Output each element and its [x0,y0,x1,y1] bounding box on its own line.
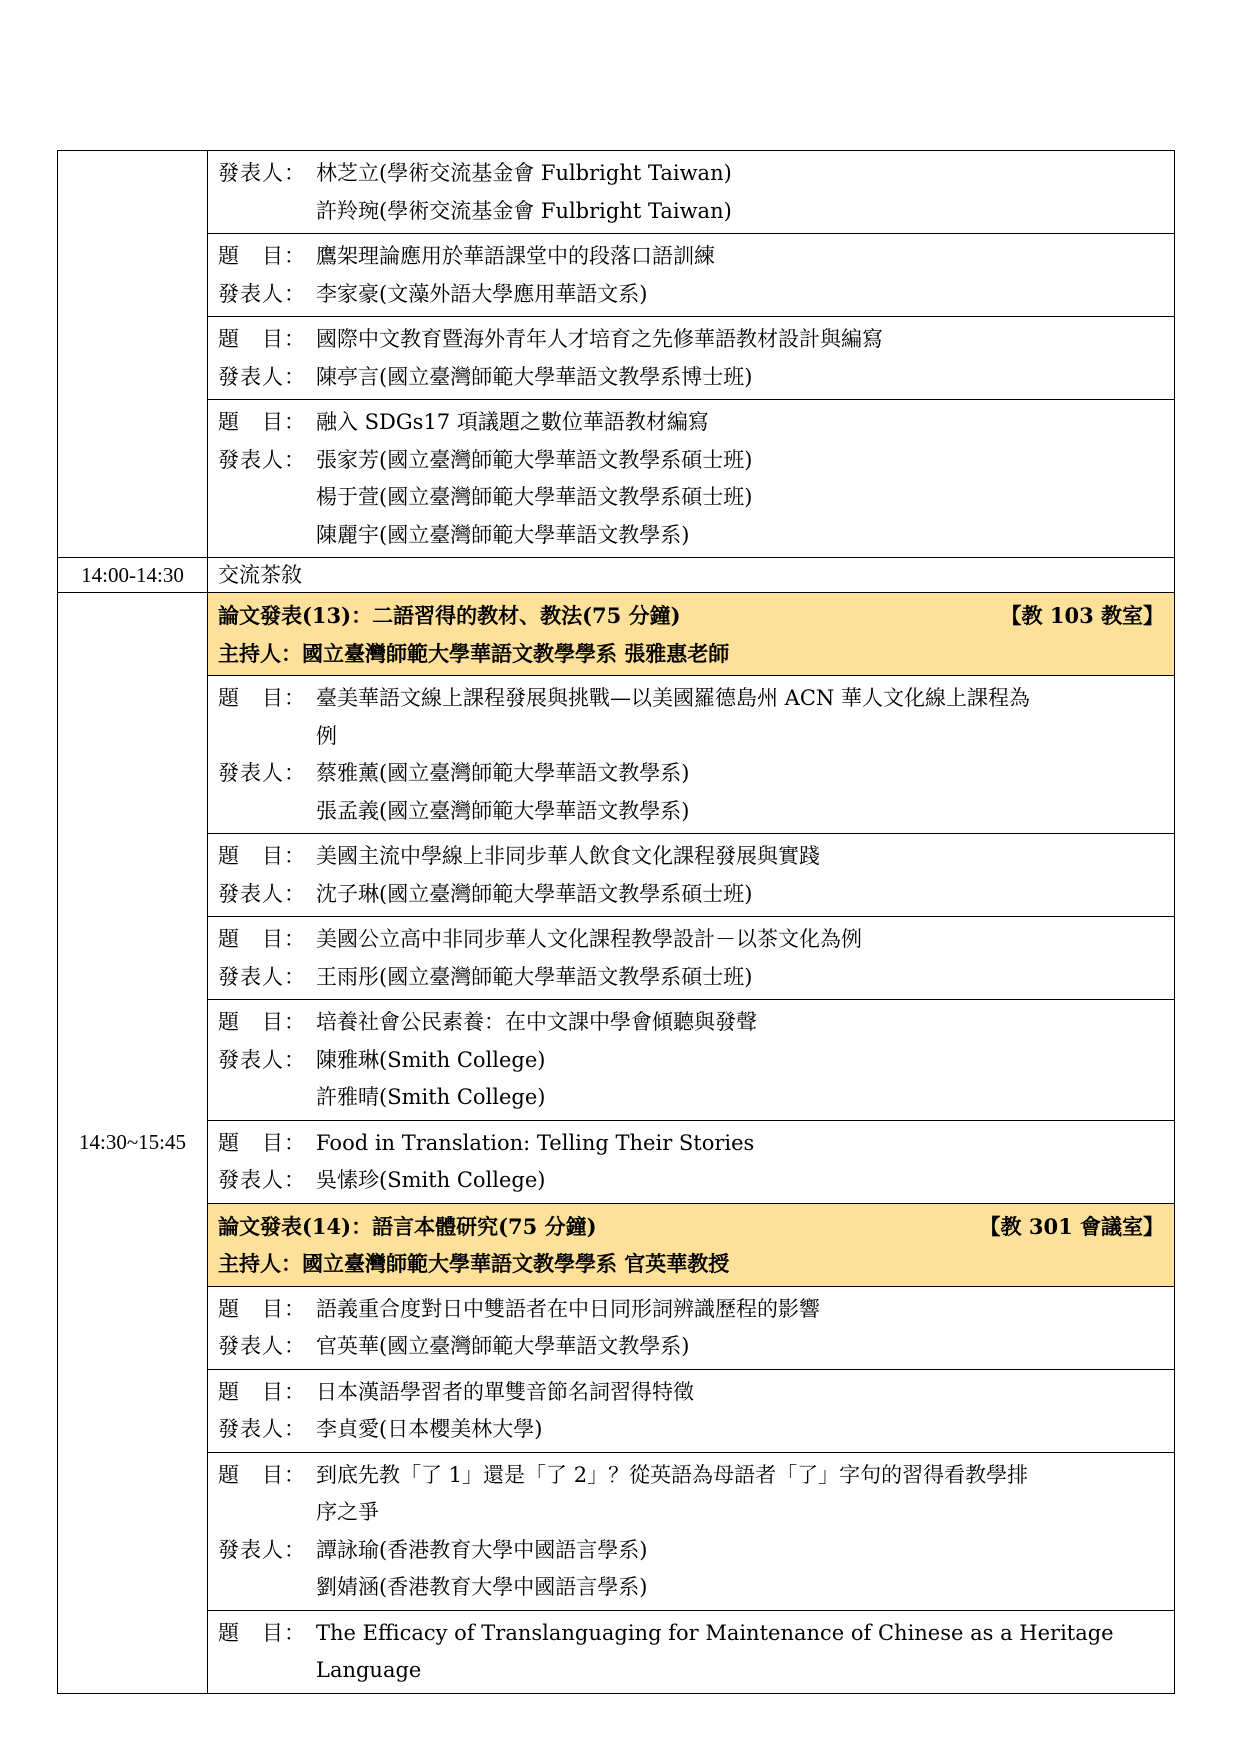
title-label: 題 目： [218,686,306,710]
session-room: 【教 103 教室】 [1000,603,1164,628]
presenter: 許羚琬(學術交流基金會 Fulbright Taiwan) [316,198,732,223]
session-header [208,1203,1175,1286]
presenter: 李貞愛(日本櫻美林大學) [316,1417,543,1441]
paper-title: Food in Translation: Telling Their Stories [316,1130,755,1155]
paper-block [208,676,1175,834]
presenter-label: 發表人： [218,964,306,989]
presenter: 王雨彤(國立臺灣師範大學華語文教學系碩士班) [316,964,753,989]
presenter-label: 發表人： [218,1168,306,1192]
paper-block [208,917,1175,1000]
paper-block [208,1369,1175,1452]
session-host: 主持人：國立臺灣師範大學華語文教學學系 張雅惠老師 [218,640,730,666]
paper-title: 融入 SDGs17 項議題之數位華語教材編寫 [316,410,709,434]
presenter: 林芝立(學術交流基金會 Fulbright Taiwan) [316,161,732,185]
paper-block [208,1000,1175,1121]
title-label: 題 目： [218,1462,306,1487]
session-room: 【教 301 會議室】 [979,1213,1164,1239]
break-time: 14:00-14:30 [58,558,208,593]
paper-title-cont: 例 [316,723,337,748]
paper-title: 國際中文教育暨海外青年人才培育之先修華語教材設計與編寫 [316,327,883,351]
paper-title: 臺美華語文線上課程發展與挑戰—以美國羅德島州 ACN 華人文化線上課程為 [316,686,1030,710]
paper-block [208,234,1175,317]
presenter-label: 發表人： [218,364,306,389]
presenter: 沈子琳(國立臺灣師範大學華語文教學系碩士班) [316,881,753,906]
session-header [208,593,1175,676]
paper-title: 日本漢語學習者的單雙音節名詞習得特徵 [316,1379,694,1404]
paper-block [208,317,1175,400]
presenter-label: 發表人： [218,1047,306,1072]
presenter: 許雅晴(Smith College) [316,1085,546,1109]
session-host: 主持人：國立臺灣師範大學華語文教學學系 官英華教授 [218,1251,730,1276]
paper-block [208,1286,1175,1369]
title-label: 題 目： [218,1130,306,1155]
presenter-label: 發表人： [218,1537,306,1562]
break-label: 交流茶敘 [218,563,302,587]
title-label: 題 目： [218,1620,306,1645]
presenter: 官英華(國立臺灣師範大學華語文教學系) [316,1334,690,1358]
paper-title: 培養社會公民素養：在中文課中學會傾聽與發聲 [316,1010,757,1034]
presenter: 吳愫珍(Smith College) [316,1168,546,1192]
paper-title: 美國公立高中非同步華人文化課程教學設計－以茶文化為例 [316,927,862,951]
presenter-label: 發表人： [218,761,306,785]
paper-title-cont: 序之爭 [316,1500,379,1524]
paper-title: The Efficacy of Translanguaging for Maintenance of Chinese as a Heritage [316,1620,1114,1645]
title-label: 題 目： [218,244,306,268]
title-label: 題 目： [218,410,306,434]
paper-block [208,834,1175,917]
title-label: 題 目： [218,327,306,351]
session-title: 論文發表(14)：語言本體研究(75 分鐘) [218,1213,597,1239]
title-label: 題 目： [218,844,306,868]
paper-block [208,151,1175,234]
presenter-label: 發表人： [218,881,306,906]
session-time: 14:30~15:45 [58,593,208,1694]
title-label: 題 目： [218,1296,306,1321]
presenter: 譚詠瑜(香港教育大學中國語言學系) [316,1537,648,1562]
presenter: 張家芳(國立臺灣師範大學華語文教學系碩士班) [316,447,753,472]
paper-title: 鷹架理論應用於華語課堂中的段落口語訓練 [316,244,715,268]
paper-block [208,1120,1175,1203]
presenter: 陳麗宇(國立臺灣師範大學華語文教學系) [316,522,690,547]
presenter-label: 發表人： [218,1417,306,1441]
presenter-label: 發表人： [218,1334,306,1358]
paper-block [208,1452,1175,1610]
paper-title-cont: Language [316,1658,422,1682]
break-cell [208,558,1175,593]
presenter: 楊于萱(國立臺灣師範大學華語文教學系碩士班) [316,485,753,509]
title-label: 題 目： [218,927,306,951]
presenter: 李家豪(文藻外語大學應用華語文系) [316,281,648,306]
presenter: 蔡雅薰(國立臺灣師範大學華語文教學系) [316,761,690,785]
presenter-label: 發表人： [218,281,306,306]
presenter: 陳雅琳(Smith College) [316,1047,546,1072]
paper-block [208,1610,1175,1693]
paper-title: 美國主流中學線上非同步華人飲食文化課程發展與實踐 [316,844,820,868]
presenter-label: 發表人： [218,161,306,185]
presenter-label: 發表人： [218,447,306,472]
presenter: 陳亭言(國立臺灣師範大學華語文教學系博士班) [316,364,753,389]
paper-block [208,400,1175,558]
presenter: 劉婧涵(香港教育大學中國語言學系) [316,1575,648,1599]
title-label: 題 目： [218,1010,306,1034]
session-title: 論文發表(13)：二語習得的教材、教法(75 分鐘) [218,603,681,628]
paper-title: 到底先教「了 1」還是「了 2」？從英語為母語者「了」字句的習得看教學排 [316,1462,1029,1487]
presenter: 張孟義(國立臺灣師範大學華語文教學系) [316,798,690,823]
time-cell-continued [58,151,208,558]
title-label: 題 目： [218,1379,306,1404]
schedule-table [57,150,1175,1694]
paper-title: 語義重合度對日中雙語者在中日同形詞辨識歷程的影響 [316,1296,820,1321]
